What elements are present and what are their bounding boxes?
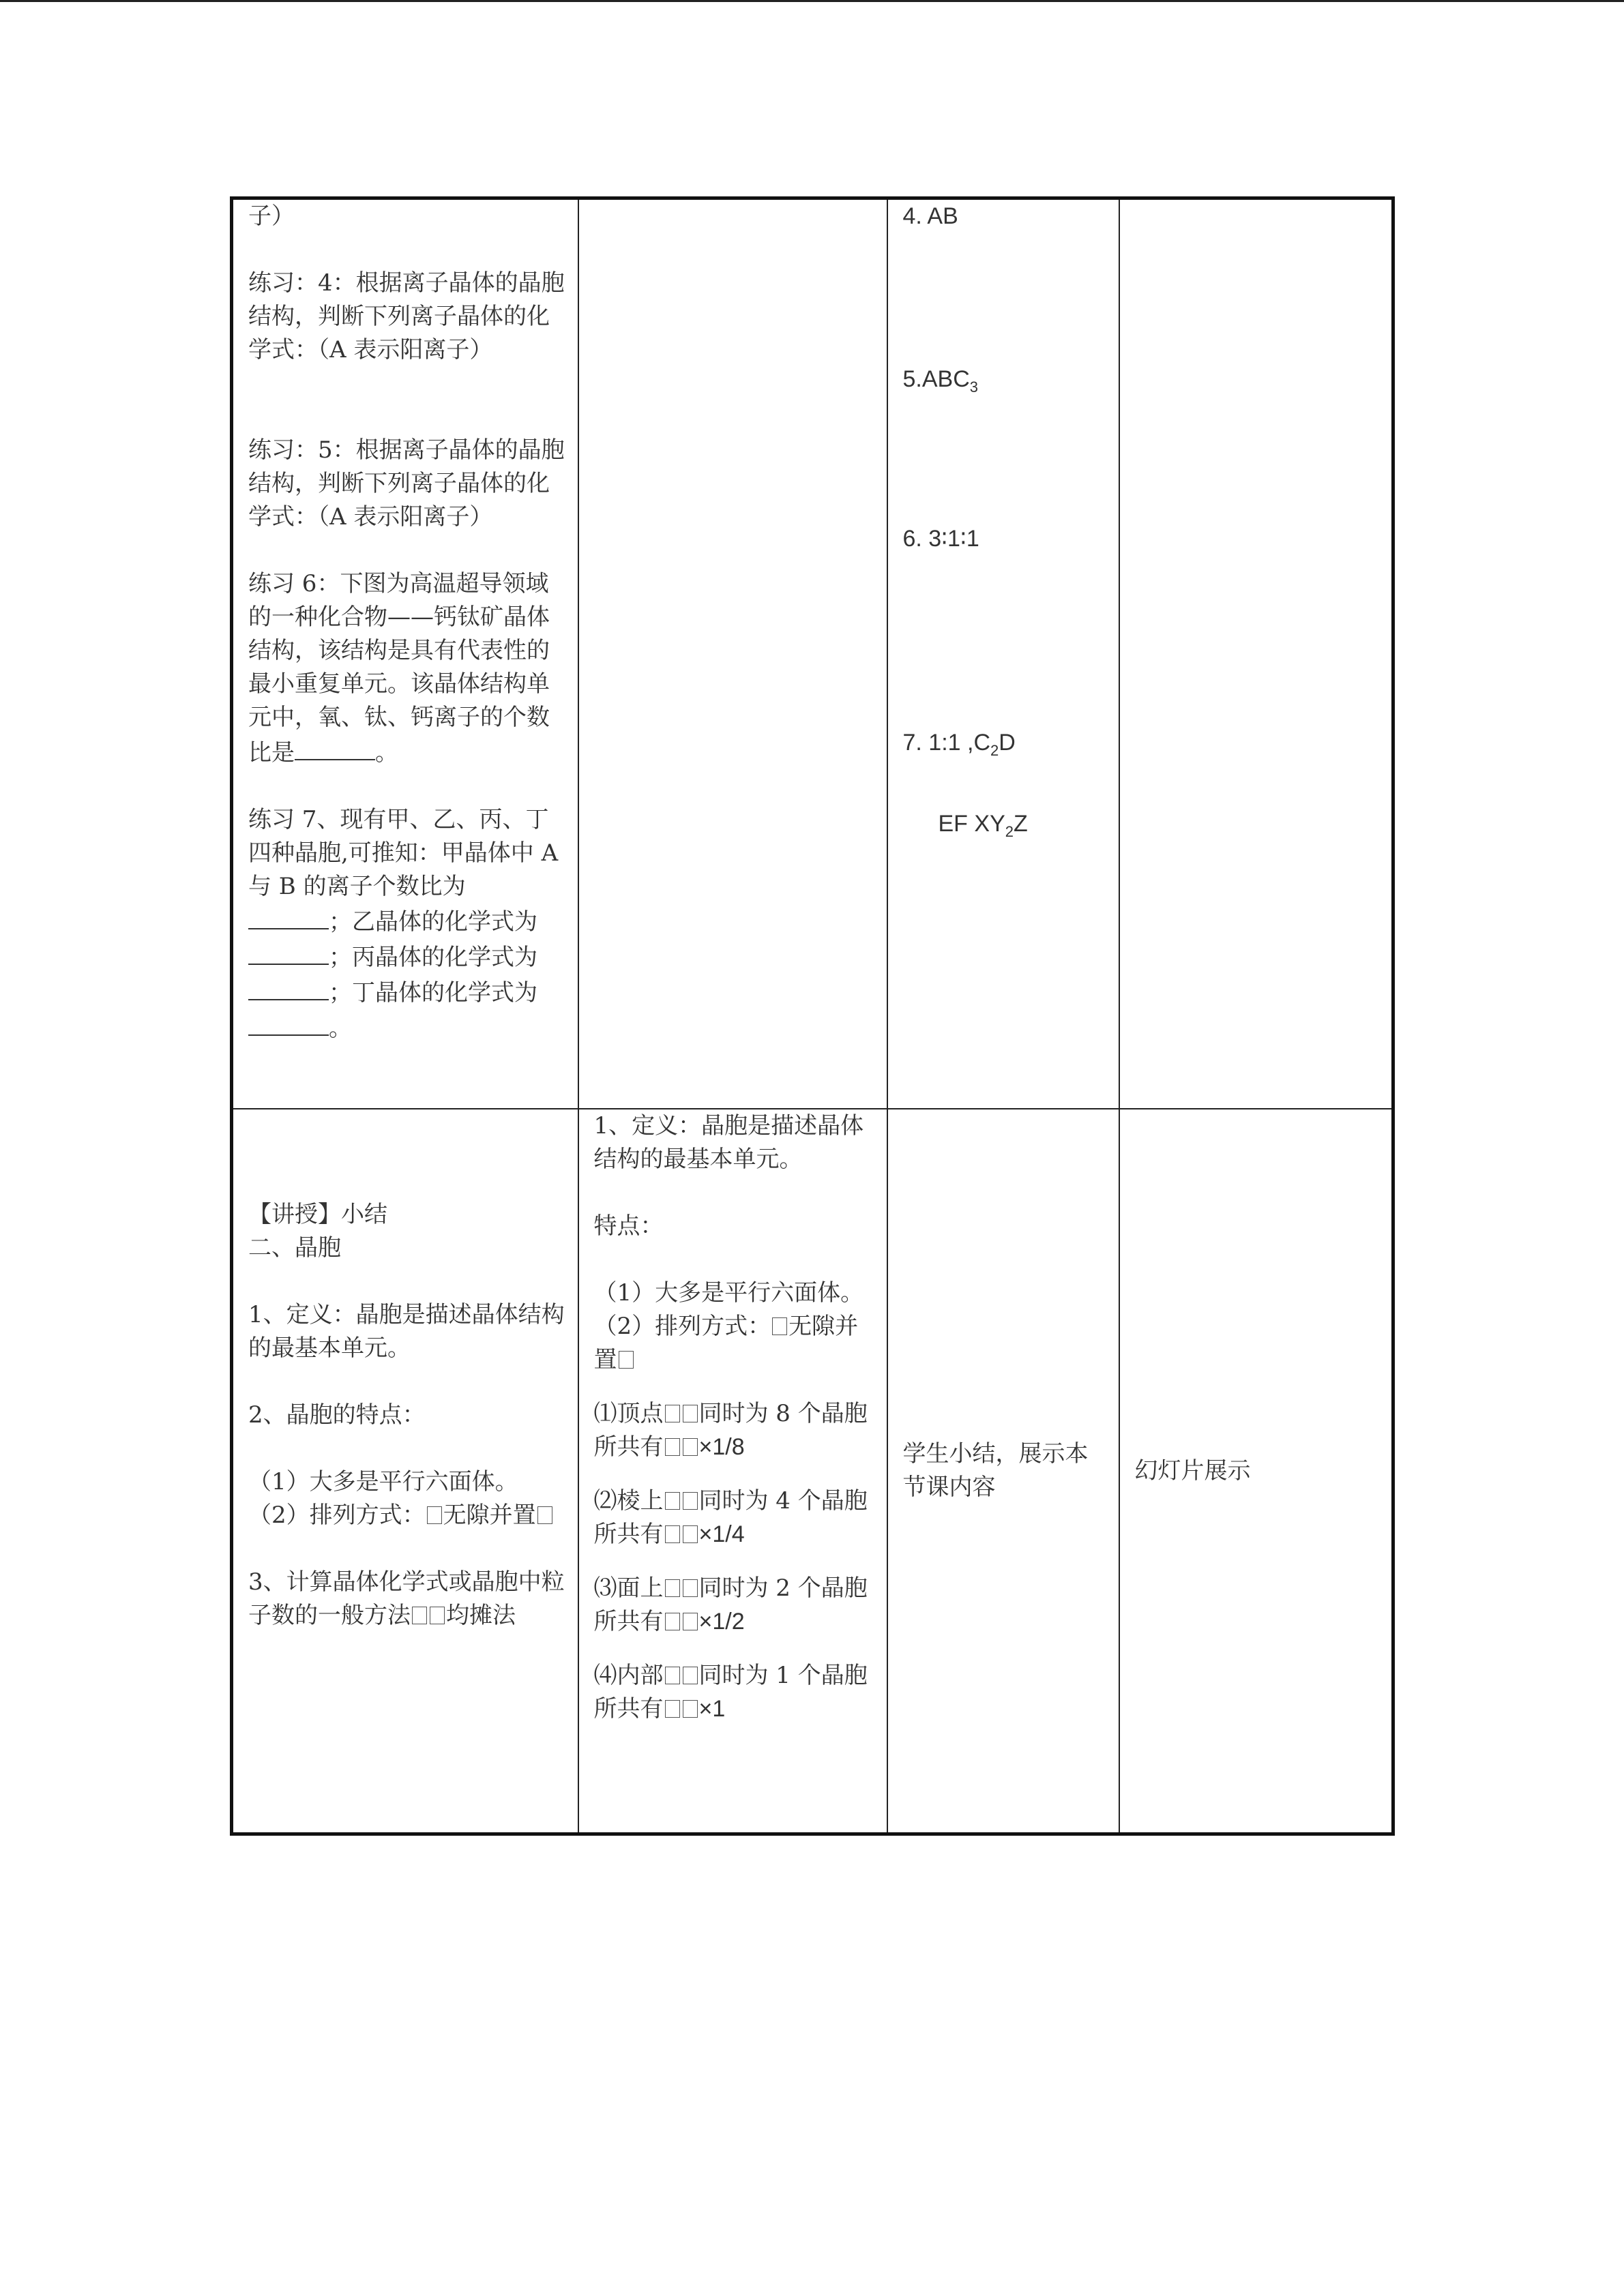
answer-blank xyxy=(248,904,329,929)
exercise-6-end: 。 xyxy=(375,739,398,766)
rule-factor: ×1/4 xyxy=(698,1521,745,1547)
answer-5-text: 5.ABC xyxy=(902,366,970,392)
empty-cell xyxy=(578,198,887,1109)
student-summary: 学生小结，展示本节课内容 xyxy=(902,1440,1089,1501)
missing-glyph xyxy=(665,1579,680,1597)
rule-label: ⑵棱上 xyxy=(593,1487,664,1515)
missing-glyph xyxy=(772,1317,787,1335)
rule-edge xyxy=(594,1485,874,1551)
missing-glyph xyxy=(665,1438,680,1456)
rule-label: ⑷内部 xyxy=(593,1662,664,1689)
answer-7 xyxy=(903,726,1106,760)
missing-glyph xyxy=(427,1506,442,1524)
feature-2 xyxy=(248,1499,565,1532)
summary-subtitle: 二、晶胞 xyxy=(248,1234,341,1262)
exercise-6 xyxy=(248,567,565,770)
definition: 1、定义：晶胞是描述晶体结构的最基本单元。 xyxy=(593,1112,864,1173)
missing-glyph xyxy=(683,1579,698,1597)
lesson-plan-table xyxy=(230,196,1395,1836)
feature-2-text: （2）排列方式： xyxy=(593,1313,771,1340)
exercise-7-end: 。 xyxy=(329,1015,352,1042)
missing-glyph xyxy=(683,1492,698,1510)
exercise-7-text: ；丁晶体的化学式为 xyxy=(329,979,537,1007)
answer-blank xyxy=(248,939,329,965)
answer-7b xyxy=(903,807,1106,841)
missing-glyph xyxy=(665,1613,680,1630)
rule-vertex xyxy=(594,1397,874,1464)
answer-7b-subscript: 2 xyxy=(1005,822,1014,840)
table-row xyxy=(232,1109,1393,1834)
missing-glyph xyxy=(430,1607,445,1624)
feature-1: （1）大多是平行六面体。 xyxy=(593,1279,864,1307)
rule-label: ⑴顶点 xyxy=(593,1400,664,1427)
text-fragment: 子） xyxy=(248,203,295,230)
summary-detail-cell xyxy=(578,1109,887,1834)
method xyxy=(248,1566,565,1632)
rule-text: 同时为 8 个晶胞所共有 xyxy=(593,1400,868,1461)
answer-5-subscript: 3 xyxy=(969,378,979,396)
exercise-7 xyxy=(248,803,565,1045)
answer-7-text: 7. 1:1 ,C xyxy=(902,730,991,756)
missing-glyph xyxy=(665,1405,680,1422)
missing-glyph xyxy=(683,1700,698,1718)
rule-text: 同时为 1 个晶胞所共有 xyxy=(593,1662,868,1723)
answer-5 xyxy=(903,363,1106,396)
missing-glyph xyxy=(665,1700,680,1718)
answer-6: 6. 3∶1∶1 xyxy=(902,526,979,552)
exercise-7-text: ；丙晶体的化学式为 xyxy=(329,944,537,971)
teacher-summary-cell xyxy=(232,1109,578,1834)
features-heading: 特点： xyxy=(593,1212,664,1240)
answer-7-subscript: 2 xyxy=(990,741,999,759)
missing-glyph xyxy=(619,1351,634,1369)
missing-glyph xyxy=(683,1525,698,1543)
rule-face xyxy=(594,1572,874,1639)
empty-cell xyxy=(1119,198,1393,1109)
rule-text: 同时为 2 个晶胞所共有 xyxy=(593,1575,868,1635)
exercise-7-text: ；乙晶体的化学式为 xyxy=(329,908,537,936)
exercise-5: 练习：5：根据离子晶体的晶胞结构，判断下列离子晶体的化学式：（A 表示阳离子） xyxy=(248,436,565,531)
exercise-7-text: 练习 7、现有甲、乙、丙、丁四种晶胞,可推知：甲晶体中 A 与 B 的离子个数比为 xyxy=(248,806,559,900)
missing-glyph xyxy=(683,1405,698,1422)
missing-glyph xyxy=(683,1667,698,1684)
feature-2-value: 无隙并置 xyxy=(593,1313,859,1373)
answer-7b-text: Z xyxy=(1014,811,1028,837)
method-text: 3、计算晶体化学式或晶胞中粒子数的一般方法 xyxy=(248,1568,565,1629)
rule-label: ⑶面上 xyxy=(593,1575,664,1602)
teacher-activity-cell xyxy=(232,198,578,1109)
summary-title: 【讲授】小结 xyxy=(248,1201,387,1228)
missing-glyph xyxy=(683,1438,698,1456)
definition: 1、定义：晶胞是描述晶体结构的最基本单元。 xyxy=(248,1301,565,1362)
feature-2-text: （2）排列方式： xyxy=(248,1502,426,1529)
feature-2 xyxy=(594,1310,874,1377)
rule-factor: ×1/8 xyxy=(698,1434,745,1460)
slide-show: 幻灯片展示 xyxy=(1134,1457,1251,1485)
missing-glyph xyxy=(412,1607,427,1624)
rule-factor: ×1 xyxy=(698,1696,726,1722)
missing-glyph xyxy=(665,1492,680,1510)
missing-glyph xyxy=(665,1667,680,1684)
exercise-6-text: 练习 6：下图为高温超导领域的一种化合物——钙钛矿晶体结构，该结构是具有代表性的最小重复单元。该晶体结构单元中，氧、钛、钙离子的个数比是 xyxy=(248,570,550,766)
table-row xyxy=(232,198,1393,1109)
rule-factor: ×1/2 xyxy=(698,1609,745,1635)
answer-4: 4. AB xyxy=(902,203,958,229)
missing-glyph xyxy=(537,1506,552,1524)
missing-glyph xyxy=(683,1613,698,1630)
feature-2-value: 无隙并置 xyxy=(443,1502,536,1529)
exercise-4: 练习：4：根据离子晶体的晶胞结构，判断下列离子晶体的化学式：（A 表示阳离子） xyxy=(248,269,565,363)
student-answer-cell xyxy=(887,198,1119,1109)
page-top-rule xyxy=(0,0,1624,2)
answer-blank xyxy=(248,1010,329,1036)
rule-interior xyxy=(594,1659,874,1726)
student-activity-cell xyxy=(887,1109,1119,1834)
method-value: 均摊法 xyxy=(446,1602,516,1629)
features-heading: 2、晶胞的特点： xyxy=(248,1401,426,1429)
answer-blank xyxy=(248,974,329,1000)
answer-blank xyxy=(295,734,375,760)
answer-7b-text: EF XY xyxy=(938,811,1005,837)
rule-text: 同时为 4 个晶胞所共有 xyxy=(593,1487,868,1548)
missing-glyph xyxy=(665,1525,680,1543)
answer-7-text: D xyxy=(999,730,1016,756)
design-intent-cell xyxy=(1119,1109,1393,1834)
feature-1: （1）大多是平行六面体。 xyxy=(248,1468,518,1495)
